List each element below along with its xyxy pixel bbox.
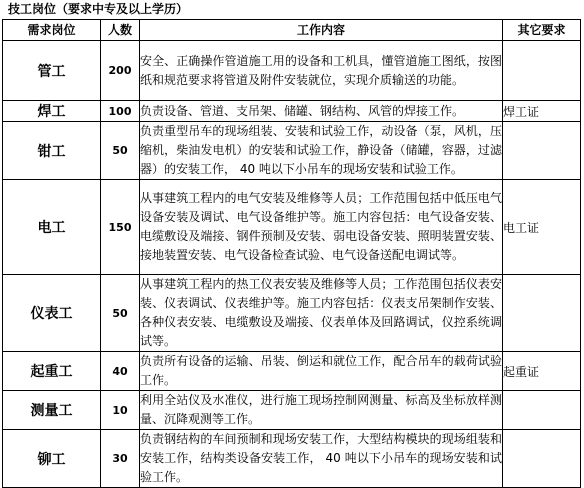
row-other — [503, 391, 581, 430]
table-row — [3, 180, 581, 275]
row-content: 负责钢结构的车间预制和现场安装工作，大型结构模块的现场组装和安装工作，结构类设备安装工作， 40 吨以下小吊车的现场安装和试验工作。 — [140, 430, 503, 488]
table-row — [3, 101, 581, 122]
row-count: 50 — [101, 275, 140, 352]
table-header-row — [3, 20, 581, 41]
header-role: 需求岗位 — [3, 20, 101, 41]
row-content: 从事建筑工程内的电气安装及维修等人员；工作范围包括中低压电气设备安装及调试、电气设备维护等。施工内容包括：电气设备安装、电缆敷设及端接、钢件预制及安装、弱电设备安装、照明装置安装、接地装置安装、电气设备检查试验、电气设备送配电调试等。 — [140, 180, 503, 275]
row-content: 利用全站仪及水准仪，进行施工现场控制网测量、标高及坐标放样测量、沉降观测等工作。 — [140, 391, 503, 430]
row-count: 30 — [101, 430, 140, 488]
table-row — [3, 352, 581, 391]
row-role: 测量工 — [3, 391, 101, 430]
row-count: 200 — [101, 41, 140, 101]
row-content: 负责设备、管道、支吊架、储罐、钢结构、风管的焊接工作。 — [140, 101, 503, 122]
header-other: 其它要求 — [503, 20, 581, 41]
page-title: 技工岗位（要求中专及以上学历） — [8, 2, 189, 16]
table-row — [3, 41, 581, 101]
row-count: 40 — [101, 352, 140, 391]
row-other — [503, 430, 581, 488]
table-row — [3, 122, 581, 180]
row-count: 150 — [101, 180, 140, 275]
row-role: 仪表工 — [3, 275, 101, 352]
row-role: 铆工 — [3, 430, 101, 488]
table-row — [3, 430, 581, 488]
row-role: 电工 — [3, 180, 101, 275]
row-content: 从事建筑工程内的热工仪表安装及维修等人员；工作范围包括仪表安装、仪表调试、仪表维护等。施工内容包括：仪表支吊架制作安装、各种仪表安装、电缆敷设及端接、仪表单体及回路调试，仪控系统调试等。 — [140, 275, 503, 352]
row-other — [503, 122, 581, 180]
row-content: 安全、正确操作管道施工用的设备和工机具，懂管道施工图纸，按图纸和规范要求将管道及附件安装就位，实现介质输送的功能。 — [140, 41, 503, 101]
row-role: 钳工 — [3, 122, 101, 180]
row-count: 50 — [101, 122, 140, 180]
row-other — [503, 275, 581, 352]
job-requirements-table — [2, 19, 581, 488]
table-row — [3, 275, 581, 352]
row-content: 负责重型吊车的现场组装、安装和试验工作，动设备（泵，风机，压缩机，柴油发电机）的安装和试验工作，静设备（储罐，容器，过滤器）的安装工作， 40 吨以下小吊车的现场安装和试验工作。 — [140, 122, 503, 180]
header-content: 工作内容 — [140, 20, 503, 41]
row-other: 电工证 — [503, 180, 581, 275]
row-other — [503, 41, 581, 101]
row-role: 起重工 — [3, 352, 101, 391]
row-other: 焊工证 — [503, 101, 581, 122]
row-role: 焊工 — [3, 101, 101, 122]
row-count: 10 — [101, 391, 140, 430]
row-other: 起重证 — [503, 352, 581, 391]
row-content: 负责所有设备的运输、吊装、倒运和就位工作，配合吊车的载荷试验工作。 — [140, 352, 503, 391]
row-role: 管工 — [3, 41, 101, 101]
table-row — [3, 391, 581, 430]
row-count: 100 — [101, 101, 140, 122]
header-count: 人数 — [101, 20, 140, 41]
